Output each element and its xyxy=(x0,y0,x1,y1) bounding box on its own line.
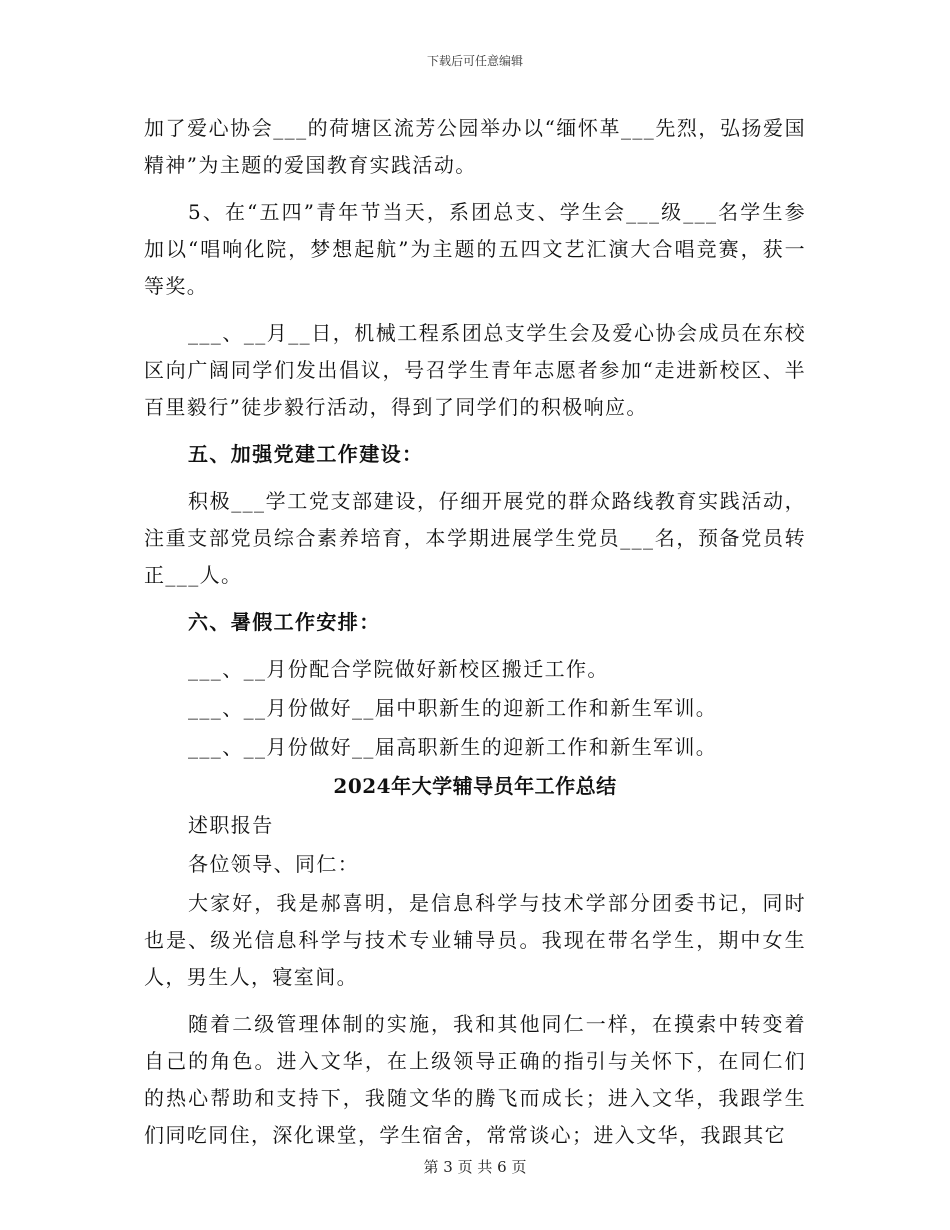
document-title: 2024年大学辅导员年工作总结 xyxy=(333,774,617,798)
page-number-footer: 第 3 页 共 6 页 xyxy=(423,1158,527,1176)
summer-plan-item: ___、__月份做好__届中职新生的迎新工作和新生军训。 xyxy=(188,696,718,720)
summer-plan-item: ___、__月份配合学院做好新校区搬迁工作。 xyxy=(188,657,609,681)
summer-plan-item: ___、__月份做好__届高职新生的迎新工作和新生军训。 xyxy=(188,735,718,759)
document-body xyxy=(144,110,806,1164)
report-label: 述职报告 xyxy=(188,813,274,837)
section-heading-party-building: 五、加强党建工作建设： xyxy=(188,442,424,466)
paragraph-may-fourth: 5、在“五四”青年节当天，系团总支、学生会___级___名学生参加以“唱响化院，梦想起航”为主题的五四文艺汇演大合唱竞赛，获一等奖。 xyxy=(144,200,806,298)
paragraph-role-change: 随着二级管理体制的实施，我和其他同仁一样，在摸索中转变着自己的角色。进入文华，在上级领导正确的指引与关怀下，在同仁们的热心帮助和支持下，我随文华的腾飞而成长；进入文华，我跟学生们同吃同住，深化课堂，学生宿舍，常常谈心；进入文华，我跟其它 xyxy=(144,1012,806,1147)
paragraph-introduction: 大家好，我是郝喜明，是信息科学与技术学部分团委书记，同时也是、级光信息科学与技术专业辅导员。我现在带名学生，期中女生人，男生人，寝室间。 xyxy=(144,891,806,989)
section-heading-summer-plan: 六、暑假工作安排： xyxy=(188,610,381,634)
page-header: 下载后可任意编辑 xyxy=(426,54,523,68)
paragraph-hiking-event: ___、__月__日，机械工程系团总支学生会及爱心协会成员在东校区向广阔同学们发出倡议，号召学生青年志愿者参加“走进新校区、半百里毅行”徒步毅行活动，得到了同学们的积极响应。 xyxy=(144,321,806,419)
paragraph-party-building: 积极___学工党支部建设，仔细开展党的群众路线教育实践活动，注重支部党员综合素养培育，本学期进展学生党员___名，预备党员转正___人。 xyxy=(144,489,806,587)
salutation: 各位领导、同仁： xyxy=(188,852,360,876)
paragraph-activity-continued: 加了爱心协会___的荷塘区流芳公园举办以“缅怀革___先烈，弘扬爱国精神”为主题的爱国教育实践活动。 xyxy=(144,116,806,177)
